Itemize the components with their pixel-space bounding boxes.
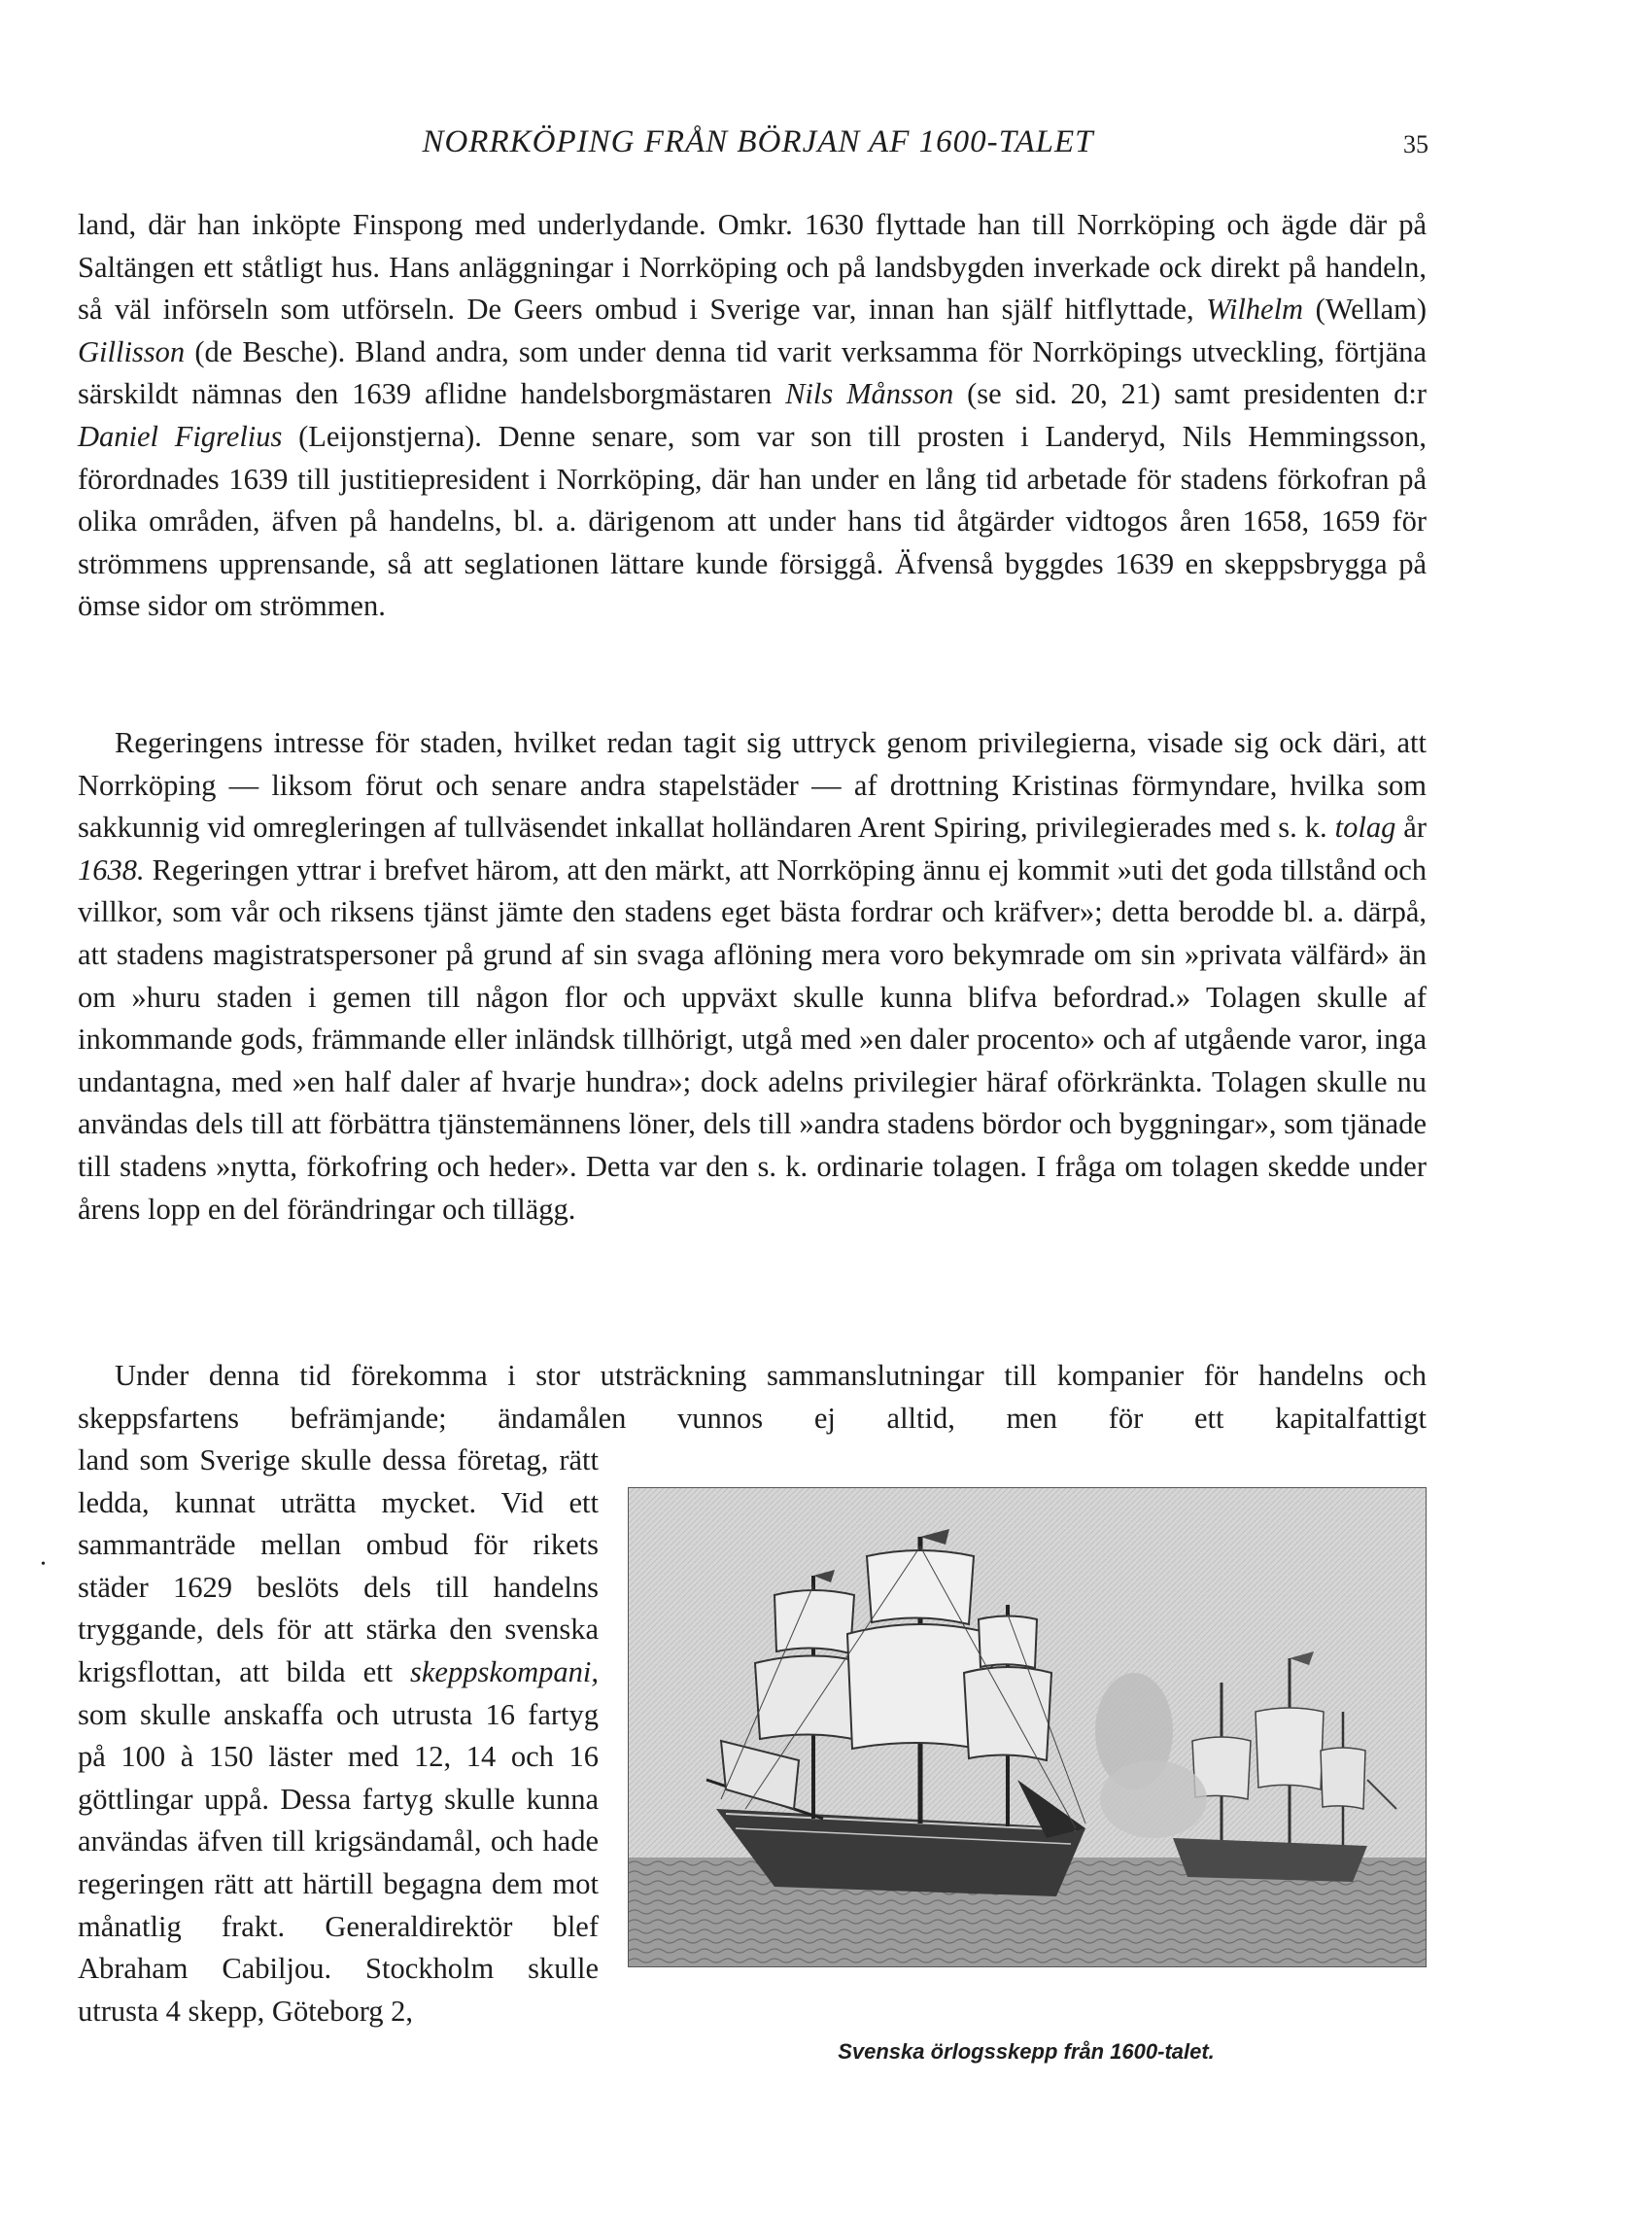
ship-engraving [628, 1487, 1427, 1967]
paragraph-4 [78, 1440, 599, 2032]
emphasis: skeppskompani, [410, 1654, 599, 1688]
text-run: land som Sverige skulle dessa företag, rätt ledda, kunnat uträtta mycket. Vid ett sammanträde mellan ombud för rikets städer 1629 beslöts dels till handelns tryggande, dels för att stärka den svenska krigsflottan, att bilda ett [78, 1443, 599, 1688]
text-run: land, där han inköpte Finspong med underlydande. Omkr. 1630 flyttade han till Norrköping och ägde där på Saltängen ett ståtligt hus. Hans anläggningar i Norrköping och på landsbygden inverkade ock direkt på handeln, så väl införseln som utförseln. De Geers ombud i Sverige var, innan han själf hitflyttade, [78, 208, 1427, 327]
paragraph-1 [78, 204, 1427, 628]
running-header: NORRKÖPING FRÅN BÖRJAN AF 1600-TALET [422, 124, 1094, 159]
text-run: Regeringen yttrar i brefvet härom, att den märkt, att Norrköping ännu ej kommit »uti det goda tillstånd och villkor, som vår och riksens tjänst jämte den stadens eget bästa fordrar och kräfver»; detta berodde bl. a. därpå, att stadens magistratspersoner på grund af sin svaga aflöning mera voro bekymrade om sin »privata välfärd» än om »huru staden i gemen till någon flor och uppväxt skulle kunna blifva befordrad.» Tolagen skulle af inkommande gods, främmande eller inländsk tillhörigt, utgå med »en daler procento» och af utgående varor, inga undantagna, med »en half daler af hvarje hundra»; dock adelns privilegier häraf oförkränkta. Tolagen skulle nu användas dels till att förbättra tjänstemännens löner, dels till »andra stadens bördor och byggningar», som tjänade till stadens »nytta, förkofring och heder». Detta var den s. k. ordinarie tolagen. I fråga om tolagen skedde under årens lopp en del förändringar och tillägg. [78, 852, 1427, 1226]
ship-illustration-icon [629, 1488, 1426, 1966]
emphasis: 1638. [78, 852, 145, 886]
person-name: Daniel Figrelius [78, 419, 283, 453]
text-run: Under denna tid förekomma i stor utsträckning sammanslutningar till kompanier för handelns och skeppsfartens befrämjande; ändamålen vunnos ej alltid, men för ett kapitalfattigt [78, 1359, 1427, 1435]
margin-mark: • [41, 1557, 46, 1572]
figure-caption: Svenska örlogsskepp från 1600-talet. [838, 2039, 1215, 2064]
text-run: (se sid. 20, 21) samt presidenten d:r [953, 377, 1427, 411]
person-name: Nils Månsson [785, 377, 954, 411]
text-run: (Wellam) [1303, 293, 1427, 327]
text-run: Regeringens intresse för staden, hvilket redan tagit sig uttryck genom privilegierna, visade sig ock däri, att Norrköping — liksom förut och senare andra stapelstäder — af drottning Kristinas förmyndare, hvilka som sakkunnig vid omregleringen af tullväsendet inkallat holländaren Arent Spiring, privilegierades med s. k. [78, 726, 1427, 845]
paragraph-3 [78, 1355, 1427, 1440]
person-name: Gillisson [78, 334, 186, 368]
text-run: (Leijonstjerna). Denne senare, som var son till prosten i Landeryd, Nils Hemmingsson, förordnades 1639 till justitiepresident i Norrköping, där han under en lång tid arbetade för stadens förkofran på olika områden, äfven på handelns, bl. a. därigenom att under hans tid åtgärder vidtogos åren 1658, 1659 för strömmens upprensande, så att seglationen lättare kunde försiggå. Äfvenså byggdes 1639 en skeppsbrygga på ömse sidor om strömmen. [78, 419, 1427, 623]
emphasis: tolag [1334, 811, 1396, 845]
paragraph-2 [78, 722, 1427, 1231]
text-run: år [1395, 811, 1427, 845]
person-name: Wilhelm [1206, 293, 1304, 327]
text-run: (de Besche). Bland andra, som under denna tid varit verksamma för Norrköpings utveckling, förtjäna särskildt nämnas den 1639 aflidne handelsborgmästaren [78, 334, 1427, 411]
page-number: 35 [1403, 130, 1428, 158]
text-run: som skulle anskaffa och utrusta 16 fartyg på 100 à 150 läster med 12, 14 och 16 göttlingar uppå. Dessa fartyg skulle kunna användas äfven till krigsändamål, och hade regeringen rätt att härtill begagna dem mot månatlig frakt. Generaldirektör blef Abraham Cabiljou. Stockholm skulle utrusta 4 skepp, Göteborg 2, [78, 1697, 599, 2028]
